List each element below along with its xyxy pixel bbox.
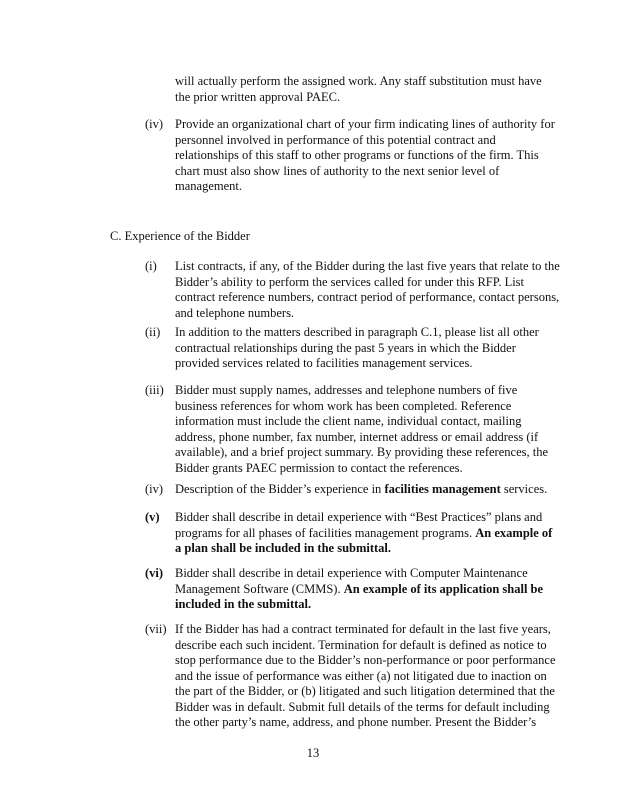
list-item: [145, 510, 560, 557]
item-text: In addition to the matters described in paragraph C.1, please list all other contractual relationships during the past 5 years in which the Bidder provided services related to facilities management services.: [175, 325, 539, 370]
item-text: Description of the Bidder’s experience in facilities management services.: [175, 482, 548, 496]
item-number: (ii): [145, 325, 161, 339]
list-item: [145, 259, 560, 321]
item-text: Bidder must supply names, addresses and telephone numbers of five business references for whom work has been completed. Reference information must include the client name, individual contact, mailing address, phone number, fax number, internet address or email address (if available), and a brief project summary. By providing these references, the Bidder grants PAEC permission to contact the references.: [175, 383, 548, 475]
item-number: (vii): [145, 622, 167, 636]
item-text: Provide an organizational chart of your firm indicating lines of authority for personnel involved in performance of this potential contract and relationships of this staff to other programs or functions of the firm. This chart must also show lines of authority to the next senior level of management.: [175, 117, 555, 193]
page-number: 13: [306, 746, 320, 760]
item-number: (i): [145, 259, 157, 273]
item-number: (vi): [145, 566, 164, 580]
item-text: Bidder shall describe in detail experience with “Best Practices” plans and programs for all phases of facilities management programs. An example of a plan shall be included in the submittal.: [175, 510, 553, 555]
item-text: List contracts, if any, of the Bidder during the last five years that relate to the Bidder’s ability to perform the services called for under this RFP. List contract reference numbers, contract period of performance, contact persons, and telephone numbers.: [175, 259, 560, 320]
item-number: (iv): [145, 482, 164, 496]
continuation-paragraph: [175, 74, 560, 105]
item-number: (v): [145, 510, 160, 524]
list-item: [145, 117, 560, 195]
section-heading: C. Experience of the Bidder: [110, 229, 250, 243]
list-item: [145, 566, 560, 613]
item-number: (iii): [145, 383, 164, 397]
list-item: [145, 482, 560, 498]
continuation-text: will actually perform the assigned work. Any staff substitution must have the prior written approval PAEC.: [175, 74, 542, 104]
list-item: [145, 383, 560, 476]
item-text: If the Bidder has had a contract terminated for default in the last five years, describe each such incident. Termination for default is defined as notice to stop performance due to the Bidder’s non-performance or poor performance and the issue of performance was either (a) not litigated due to inaction on the part of the Bidder, or (b) litigated and such litigation determined that the Bidder was in default. Submit full details of the terms for default including the other party’s name, address, and phone number. Present the Bidder’s: [175, 622, 556, 729]
item-text: Bidder shall describe in detail experience with Computer Maintenance Management Software (CMMS). An example of its application shall be included in the submittal.: [175, 566, 544, 611]
list-item: [145, 622, 560, 731]
item-number: (iv): [145, 117, 164, 131]
list-item: [145, 325, 560, 372]
